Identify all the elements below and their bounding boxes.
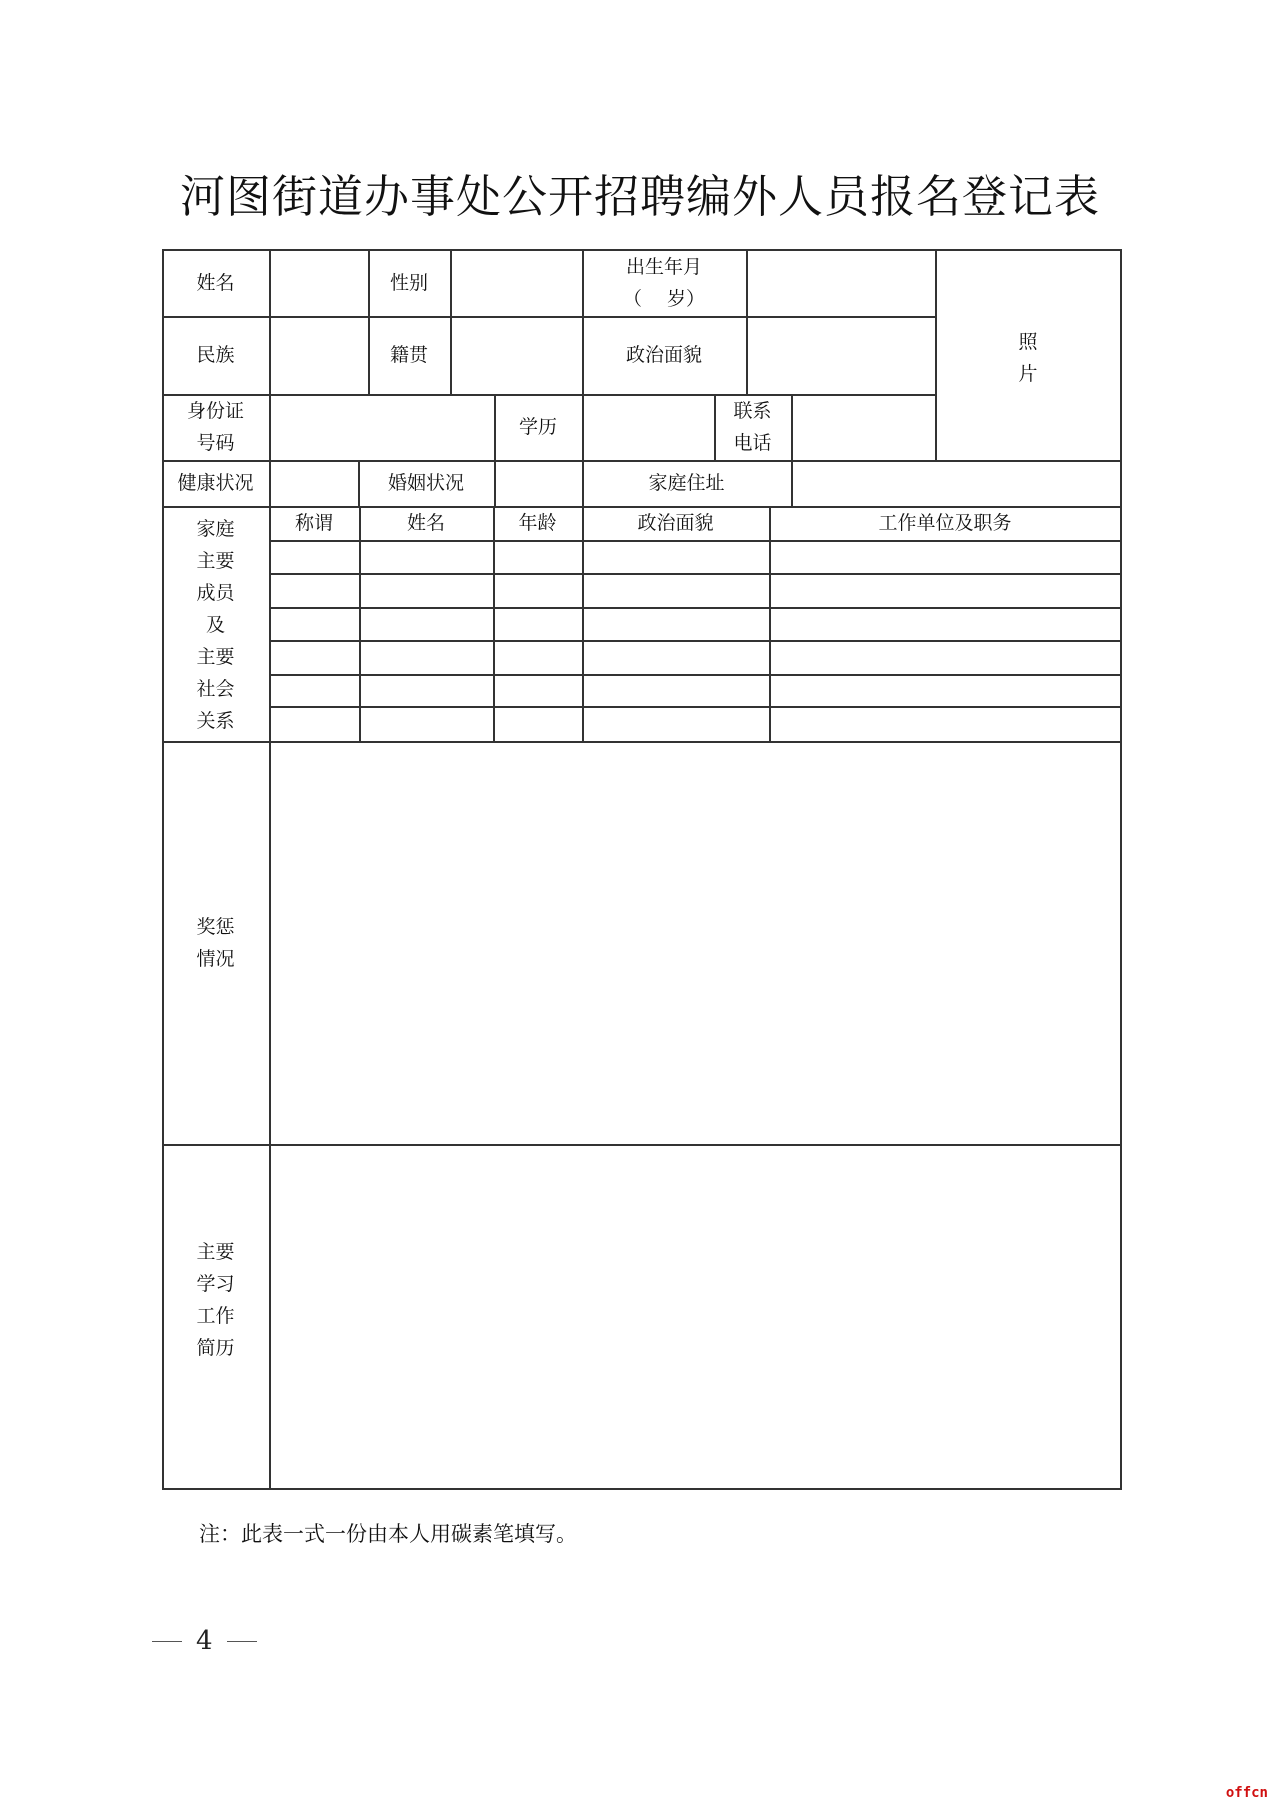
family-col-age: 年龄 <box>518 512 557 534</box>
family-row-1[interactable] <box>270 541 1120 573</box>
watermark: offcn <box>1225 1785 1268 1801</box>
rewards-label-line: 情况 <box>196 947 235 970</box>
phone-field[interactable] <box>792 394 935 460</box>
resume-label-line: 简历 <box>196 1337 235 1359</box>
health-field[interactable] <box>270 460 358 506</box>
label-id <box>162 394 269 460</box>
education-field[interactable] <box>583 394 714 460</box>
footnote: 注：此表一式一份由本人用碳素笔填写。 <box>199 1522 577 1546</box>
label-phone-line1: 联系 <box>733 400 772 422</box>
label-ethnicity: 民族 <box>196 344 235 366</box>
marital-field[interactable] <box>495 460 582 506</box>
photo-label-line2: 片 <box>1018 363 1038 385</box>
family-label-line: 社会 <box>196 678 235 700</box>
label-address: 家庭住址 <box>648 472 725 494</box>
label-gender: 性别 <box>389 272 428 294</box>
rewards-label-line: 奖惩 <box>196 915 235 938</box>
photo-label-line1: 照 <box>1018 331 1038 353</box>
label-id-line1: 身份证 <box>186 400 244 422</box>
label-id-line2: 号码 <box>196 432 235 454</box>
resume-label-line: 工作 <box>196 1305 235 1327</box>
photo-box[interactable] <box>936 250 1120 460</box>
birth-field[interactable] <box>747 250 935 316</box>
family-row-6[interactable] <box>270 707 1120 741</box>
label-health: 健康状况 <box>177 472 254 494</box>
label-birth-line2: （ 岁） <box>622 288 706 310</box>
table-border-bottom <box>162 1488 1122 1490</box>
gender-field[interactable] <box>451 250 582 316</box>
label-birth <box>582 250 746 316</box>
family-label-line: 关系 <box>196 710 235 732</box>
family-side-label <box>162 512 269 738</box>
family-label-line: 主要 <box>196 550 235 572</box>
page-dash-right <box>227 1641 257 1642</box>
label-rewards <box>162 741 269 1144</box>
family-label-line: 成员 <box>196 582 235 604</box>
native-place-field[interactable] <box>451 316 582 394</box>
resume-label-line: 主要 <box>196 1241 235 1263</box>
resume-field[interactable] <box>270 1145 1120 1488</box>
page-dash-left <box>152 1641 182 1642</box>
family-row-5[interactable] <box>270 675 1120 706</box>
label-political: 政治面貌 <box>625 344 702 366</box>
form-title: 河图街道办事处公开招聘编外人员报名登记表 <box>179 170 1100 223</box>
address-field[interactable] <box>792 460 1120 506</box>
table-border-right <box>1120 249 1122 1489</box>
family-row-4[interactable] <box>270 641 1120 674</box>
family-col-relation: 称谓 <box>294 512 333 534</box>
family-label-line: 及 <box>205 614 225 636</box>
family-col-workplace: 工作单位及职务 <box>878 512 1012 534</box>
label-birth-line1: 出生年月 <box>625 256 702 278</box>
resume-label-line: 学习 <box>196 1273 235 1295</box>
label-native-place: 籍贯 <box>389 344 428 366</box>
rewards-field[interactable] <box>270 742 1120 1144</box>
political-field[interactable] <box>747 316 935 394</box>
page-number-value: 4 <box>196 1626 213 1656</box>
label-marital: 婚姻状况 <box>387 472 464 494</box>
family-col-political: 政治面貌 <box>637 512 714 534</box>
family-row-3[interactable] <box>270 608 1120 640</box>
label-resume <box>162 1144 269 1489</box>
ethnicity-field[interactable] <box>270 316 368 394</box>
family-label-line: 家庭 <box>196 518 235 540</box>
name-field[interactable] <box>270 250 368 316</box>
id-number-field[interactable] <box>270 394 494 460</box>
label-phone-line2: 电话 <box>733 432 772 454</box>
label-name: 姓名 <box>196 272 235 294</box>
label-education: 学历 <box>518 416 557 438</box>
family-col-name: 姓名 <box>406 512 445 534</box>
page-number <box>152 1626 257 1656</box>
label-phone <box>714 394 791 460</box>
family-row-2[interactable] <box>270 574 1120 607</box>
family-label-line: 主要 <box>196 646 235 668</box>
